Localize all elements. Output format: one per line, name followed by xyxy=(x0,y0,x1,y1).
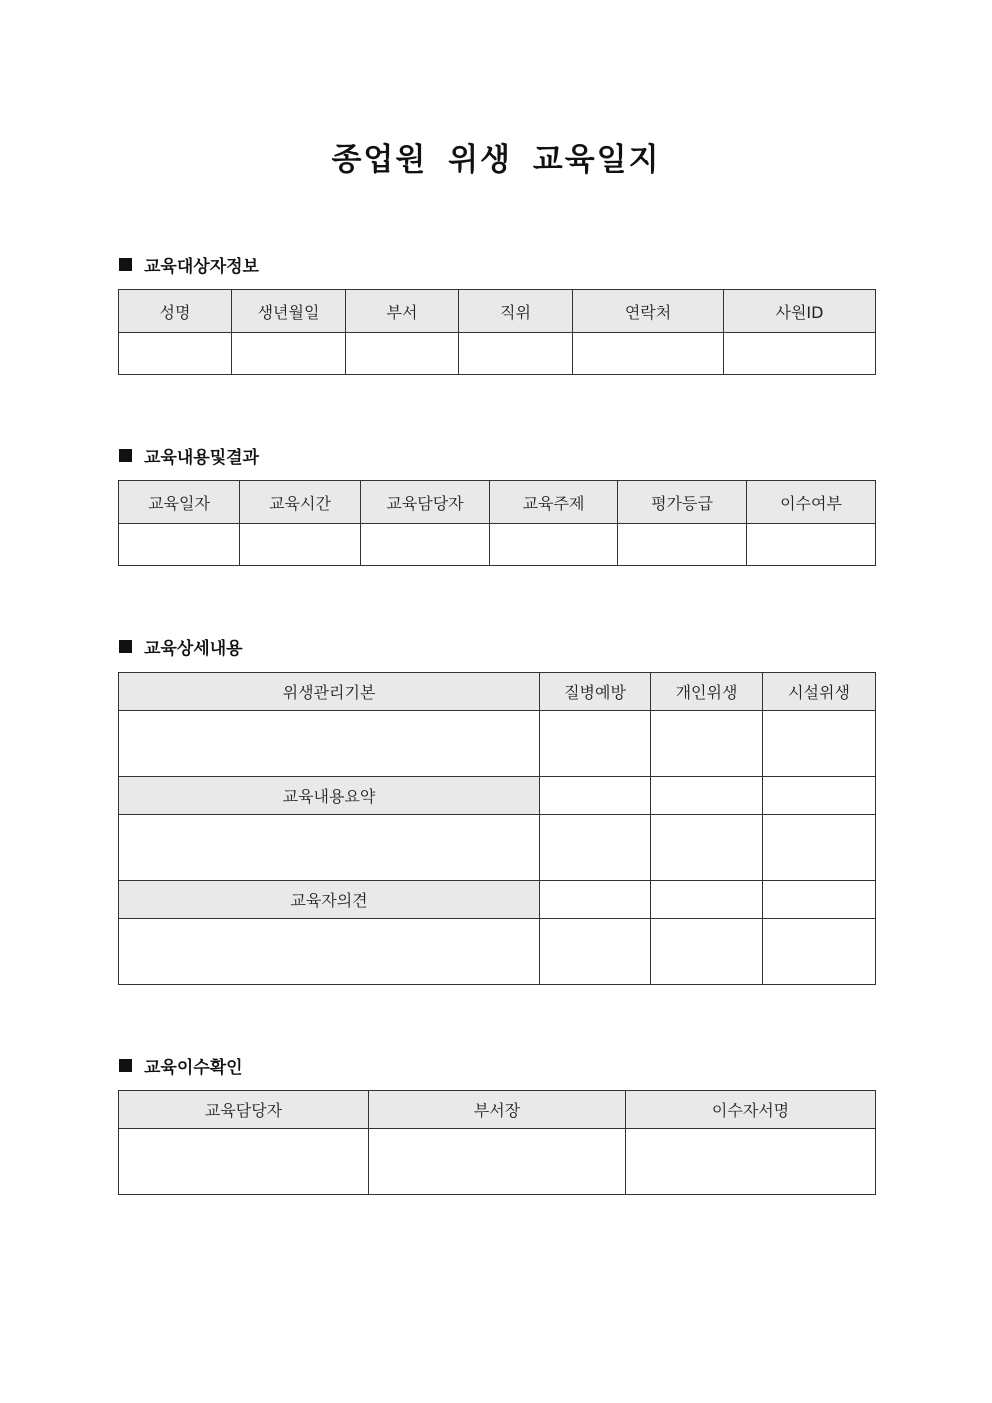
section-heading-confirm xyxy=(119,1054,243,1076)
header-cell-grade: 평가등급 xyxy=(618,481,747,524)
header-cell-facility-hygiene: 시설위생 xyxy=(763,673,876,711)
header-cell-dept-head: 부서장 xyxy=(369,1091,626,1129)
detail-table xyxy=(118,672,876,985)
input-cell[interactable] xyxy=(540,919,651,985)
input-cell[interactable] xyxy=(763,711,876,777)
table-row xyxy=(119,524,876,566)
input-cell[interactable] xyxy=(763,919,876,985)
table-row xyxy=(119,1129,876,1195)
input-cell-summary[interactable] xyxy=(119,815,540,881)
header-cell-birthdate: 생년월일 xyxy=(232,290,346,333)
input-cell[interactable] xyxy=(540,777,651,815)
signature-cell-trainee[interactable] xyxy=(626,1129,876,1195)
input-cell-department[interactable] xyxy=(346,333,459,375)
row-label-instructor-opinion: 교육자의견 xyxy=(119,881,540,919)
header-cell-personal-hygiene: 개인위생 xyxy=(651,673,763,711)
header-cell-completion: 이수여부 xyxy=(747,481,876,524)
section-heading-target-info xyxy=(119,253,259,275)
section-heading-detail xyxy=(119,635,243,657)
input-cell[interactable] xyxy=(651,711,763,777)
input-cell-edu-date[interactable] xyxy=(119,524,240,566)
input-cell[interactable] xyxy=(540,815,651,881)
input-cell-edu-time[interactable] xyxy=(240,524,361,566)
header-cell-topic: 교육주제 xyxy=(490,481,618,524)
table-row xyxy=(119,815,876,881)
section-heading-content-result xyxy=(119,444,259,466)
square-bullet-icon xyxy=(119,640,132,653)
input-cell-instructor[interactable] xyxy=(361,524,490,566)
input-cell[interactable] xyxy=(651,815,763,881)
table-row xyxy=(119,881,876,919)
header-cell-hygiene-basics: 위생관리기본 xyxy=(119,673,540,711)
input-cell-completion[interactable] xyxy=(747,524,876,566)
header-cell-employee-id: 사원ID xyxy=(724,290,876,333)
header-cell-position: 직위 xyxy=(459,290,573,333)
target-info-table xyxy=(118,289,876,375)
input-cell-position[interactable] xyxy=(459,333,573,375)
table-header-row xyxy=(119,673,876,711)
table-header-row xyxy=(119,481,876,524)
square-bullet-icon xyxy=(119,258,132,271)
header-cell-instructor: 교육담당자 xyxy=(361,481,490,524)
input-cell[interactable] xyxy=(763,815,876,881)
header-cell-department: 부서 xyxy=(346,290,459,333)
table-row xyxy=(119,919,876,985)
table-row xyxy=(119,333,876,375)
input-cell-employee-id[interactable] xyxy=(724,333,876,375)
table-header-row xyxy=(119,1091,876,1129)
input-cell-topic[interactable] xyxy=(490,524,618,566)
input-cell-instructor-opinion[interactable] xyxy=(119,919,540,985)
input-cell[interactable] xyxy=(651,881,763,919)
input-cell[interactable] xyxy=(540,881,651,919)
section-heading-label: 교육대상자정보 xyxy=(144,256,259,277)
section-heading-label: 교육이수확인 xyxy=(144,1057,243,1078)
input-cell[interactable] xyxy=(540,711,651,777)
input-cell-grade[interactable] xyxy=(618,524,747,566)
header-cell-contact: 연락처 xyxy=(573,290,724,333)
header-cell-name: 성명 xyxy=(119,290,232,333)
input-cell-contact[interactable] xyxy=(573,333,724,375)
table-row xyxy=(119,711,876,777)
square-bullet-icon xyxy=(119,1059,132,1072)
signature-cell-instructor[interactable] xyxy=(119,1129,369,1195)
input-cell[interactable] xyxy=(651,919,763,985)
input-cell[interactable] xyxy=(651,777,763,815)
section-heading-label: 교육내용및결과 xyxy=(144,447,259,468)
square-bullet-icon xyxy=(119,449,132,462)
table-header-row xyxy=(119,290,876,333)
input-cell[interactable] xyxy=(763,881,876,919)
section-heading-label: 교육상세내용 xyxy=(144,638,243,659)
signature-cell-dept-head[interactable] xyxy=(369,1129,626,1195)
header-cell-instructor: 교육담당자 xyxy=(119,1091,369,1129)
header-cell-trainee-signature: 이수자서명 xyxy=(626,1091,876,1129)
input-cell-birthdate[interactable] xyxy=(232,333,346,375)
input-cell[interactable] xyxy=(763,777,876,815)
input-cell-name[interactable] xyxy=(119,333,232,375)
header-cell-edu-time: 교육시간 xyxy=(240,481,361,524)
input-cell-hygiene-basics[interactable] xyxy=(119,711,540,777)
row-label-summary: 교육내용요약 xyxy=(119,777,540,815)
header-cell-edu-date: 교육일자 xyxy=(119,481,240,524)
confirm-table xyxy=(118,1090,876,1195)
header-cell-disease-prevention: 질병예방 xyxy=(540,673,651,711)
page-title: 종업원 위생 교육일지 xyxy=(331,142,661,178)
table-row xyxy=(119,777,876,815)
content-result-table xyxy=(118,480,876,566)
